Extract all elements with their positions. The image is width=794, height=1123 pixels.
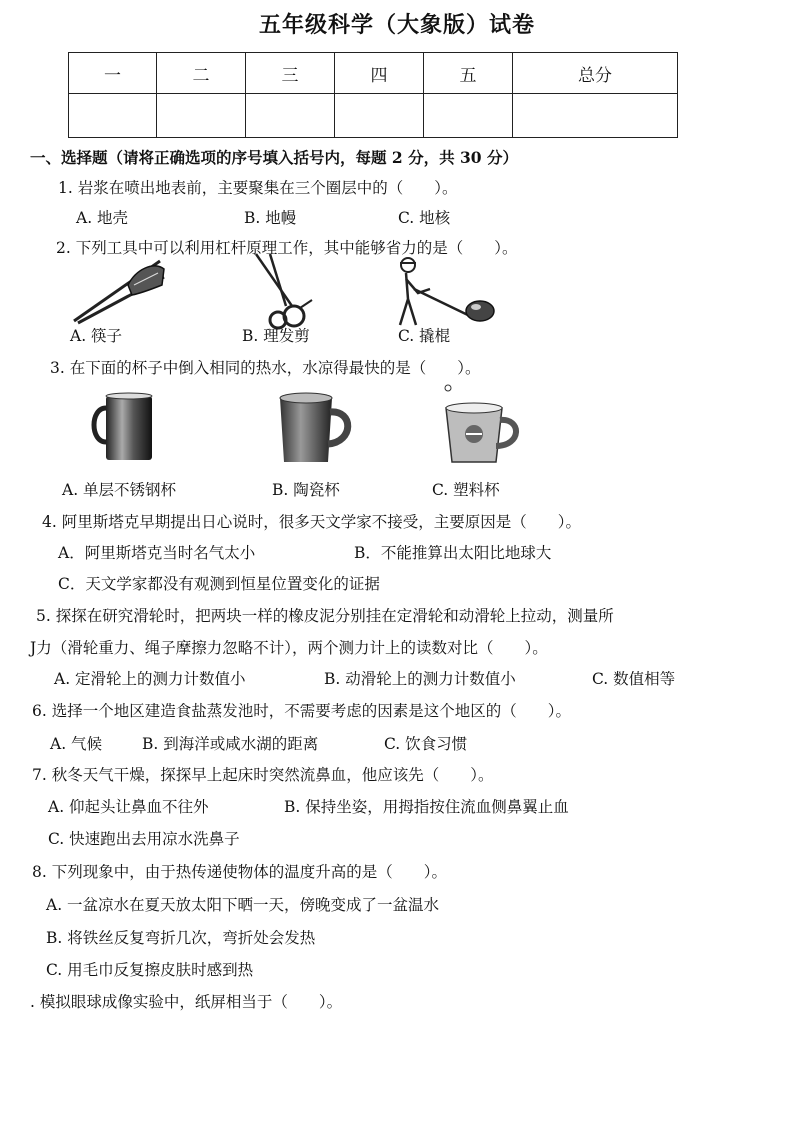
score-cell-2[interactable] — [157, 94, 246, 138]
q6-option-c: C. 饮食习惯 — [384, 735, 468, 753]
question-5-line2: J力（滑轮重力、绳子摩擦力忽略不计），两个测力计上的读数对比（ ）。 — [30, 639, 548, 657]
q3-option-a: A. 单层不锈钢杯 — [62, 481, 177, 499]
q5-option-b: B. 动滑轮上的测力计数值小 — [324, 670, 516, 688]
q8-option-c: C. 用毛巾反复擦皮肤时感到热 — [46, 961, 254, 979]
question-9: . 模拟眼球成像实验中，纸屏相当于（ ）。 — [30, 993, 343, 1011]
q7-option-c: C. 快速跑出去用凉水洗鼻子 — [48, 830, 240, 848]
question-8: 8. 下列现象中，由于热传递使物体的温度升高的是（ ）。 — [32, 863, 447, 881]
score-header-1: 一 — [69, 53, 157, 94]
score-cell-3[interactable] — [246, 94, 335, 138]
q2-option-c: C. 撬棍 — [398, 327, 451, 345]
q4-option-b: B．不能推算出太阳比地球大 — [354, 544, 552, 562]
scissors-image — [248, 252, 318, 332]
q3-option-b: B. 陶瓷杯 — [272, 481, 340, 499]
question-6: 6. 选择一个地区建造食盐蒸发池时，不需要考虑的因素是这个地区的（ ）。 — [32, 702, 571, 720]
q8-option-a: A. 一盆凉水在夏天放太阳下晒一天，傍晚变成了一盆温水 — [46, 896, 440, 914]
score-cell-5[interactable] — [424, 94, 513, 138]
chopsticks-image — [70, 255, 170, 325]
question-5-line1: 5. 探探在研究滑轮时，把两块一样的橡皮泥分别挂在定滑轮和动滑轮上拉动，测量所 — [36, 607, 614, 625]
score-table — [68, 52, 678, 138]
q2-option-b: B. 理发剪 — [242, 327, 310, 345]
score-cell-1[interactable] — [69, 94, 157, 138]
q4-option-c: C．天文学家都没有观测到恒星位置变化的证据 — [58, 575, 380, 593]
q1-option-a: A. 地壳 — [76, 209, 129, 227]
score-header-3: 三 — [246, 53, 335, 94]
score-header-4: 四 — [335, 53, 424, 94]
question-1: 1. 岩浆在喷出地表前，主要聚集在三个圈层中的（ ）。 — [58, 179, 458, 197]
q7-option-b: B. 保持坐姿，用拇指按住流血侧鼻翼止血 — [284, 798, 569, 816]
section1-heading: 一、选择题（请将正确选项的序号填入括号内，每题 2 分，共 30 分） — [30, 148, 518, 167]
q4-option-a: A．阿里斯塔克当时名气太小 — [58, 544, 256, 562]
q5-option-c: C. 数值相等 — [592, 670, 676, 688]
exam-title: 五年级科学（大象版）试卷 — [258, 12, 535, 38]
score-header-2: 二 — [157, 53, 246, 94]
score-header-5: 五 — [424, 53, 513, 94]
ceramic-cup-image — [270, 390, 360, 470]
q8-option-b: B. 将铁丝反复弯折几次，弯折处会发热 — [46, 929, 316, 947]
crowbar-person-image — [390, 255, 500, 330]
q5-option-a: A. 定滑轮上的测力计数值小 — [54, 670, 246, 688]
score-cell-total[interactable] — [513, 94, 678, 138]
score-cell-4[interactable] — [335, 94, 424, 138]
q7-option-a: A. 仰起头让鼻血不往外 — [48, 798, 209, 816]
q2-option-a: A. 筷子 — [70, 327, 123, 345]
score-header-total: 总分 — [513, 53, 678, 94]
plastic-cup-image — [436, 382, 526, 468]
question-2: 2. 下列工具中可以利用杠杆原理工作，其中能够省力的是（ ）。 — [56, 239, 518, 257]
question-4: 4. 阿里斯塔克早期提出日心说时，很多天文学家不接受，主要原因是（ ）。 — [42, 513, 581, 531]
q1-option-c: C. 地核 — [398, 209, 451, 227]
q6-option-a: A. 气候 — [50, 735, 103, 753]
question-7: 7. 秋冬天气干燥，探探早上起床时突然流鼻血，他应该先（ ）。 — [32, 766, 494, 784]
question-3: 3. 在下面的杯子中倒入相同的热水，水凉得最快的是（ ）。 — [50, 359, 481, 377]
steel-cup-image — [86, 390, 166, 466]
q1-option-b: B. 地幔 — [244, 209, 297, 227]
q6-option-b: B. 到海洋或咸水湖的距离 — [142, 735, 319, 753]
q3-option-c: C. 塑料杯 — [432, 481, 500, 499]
